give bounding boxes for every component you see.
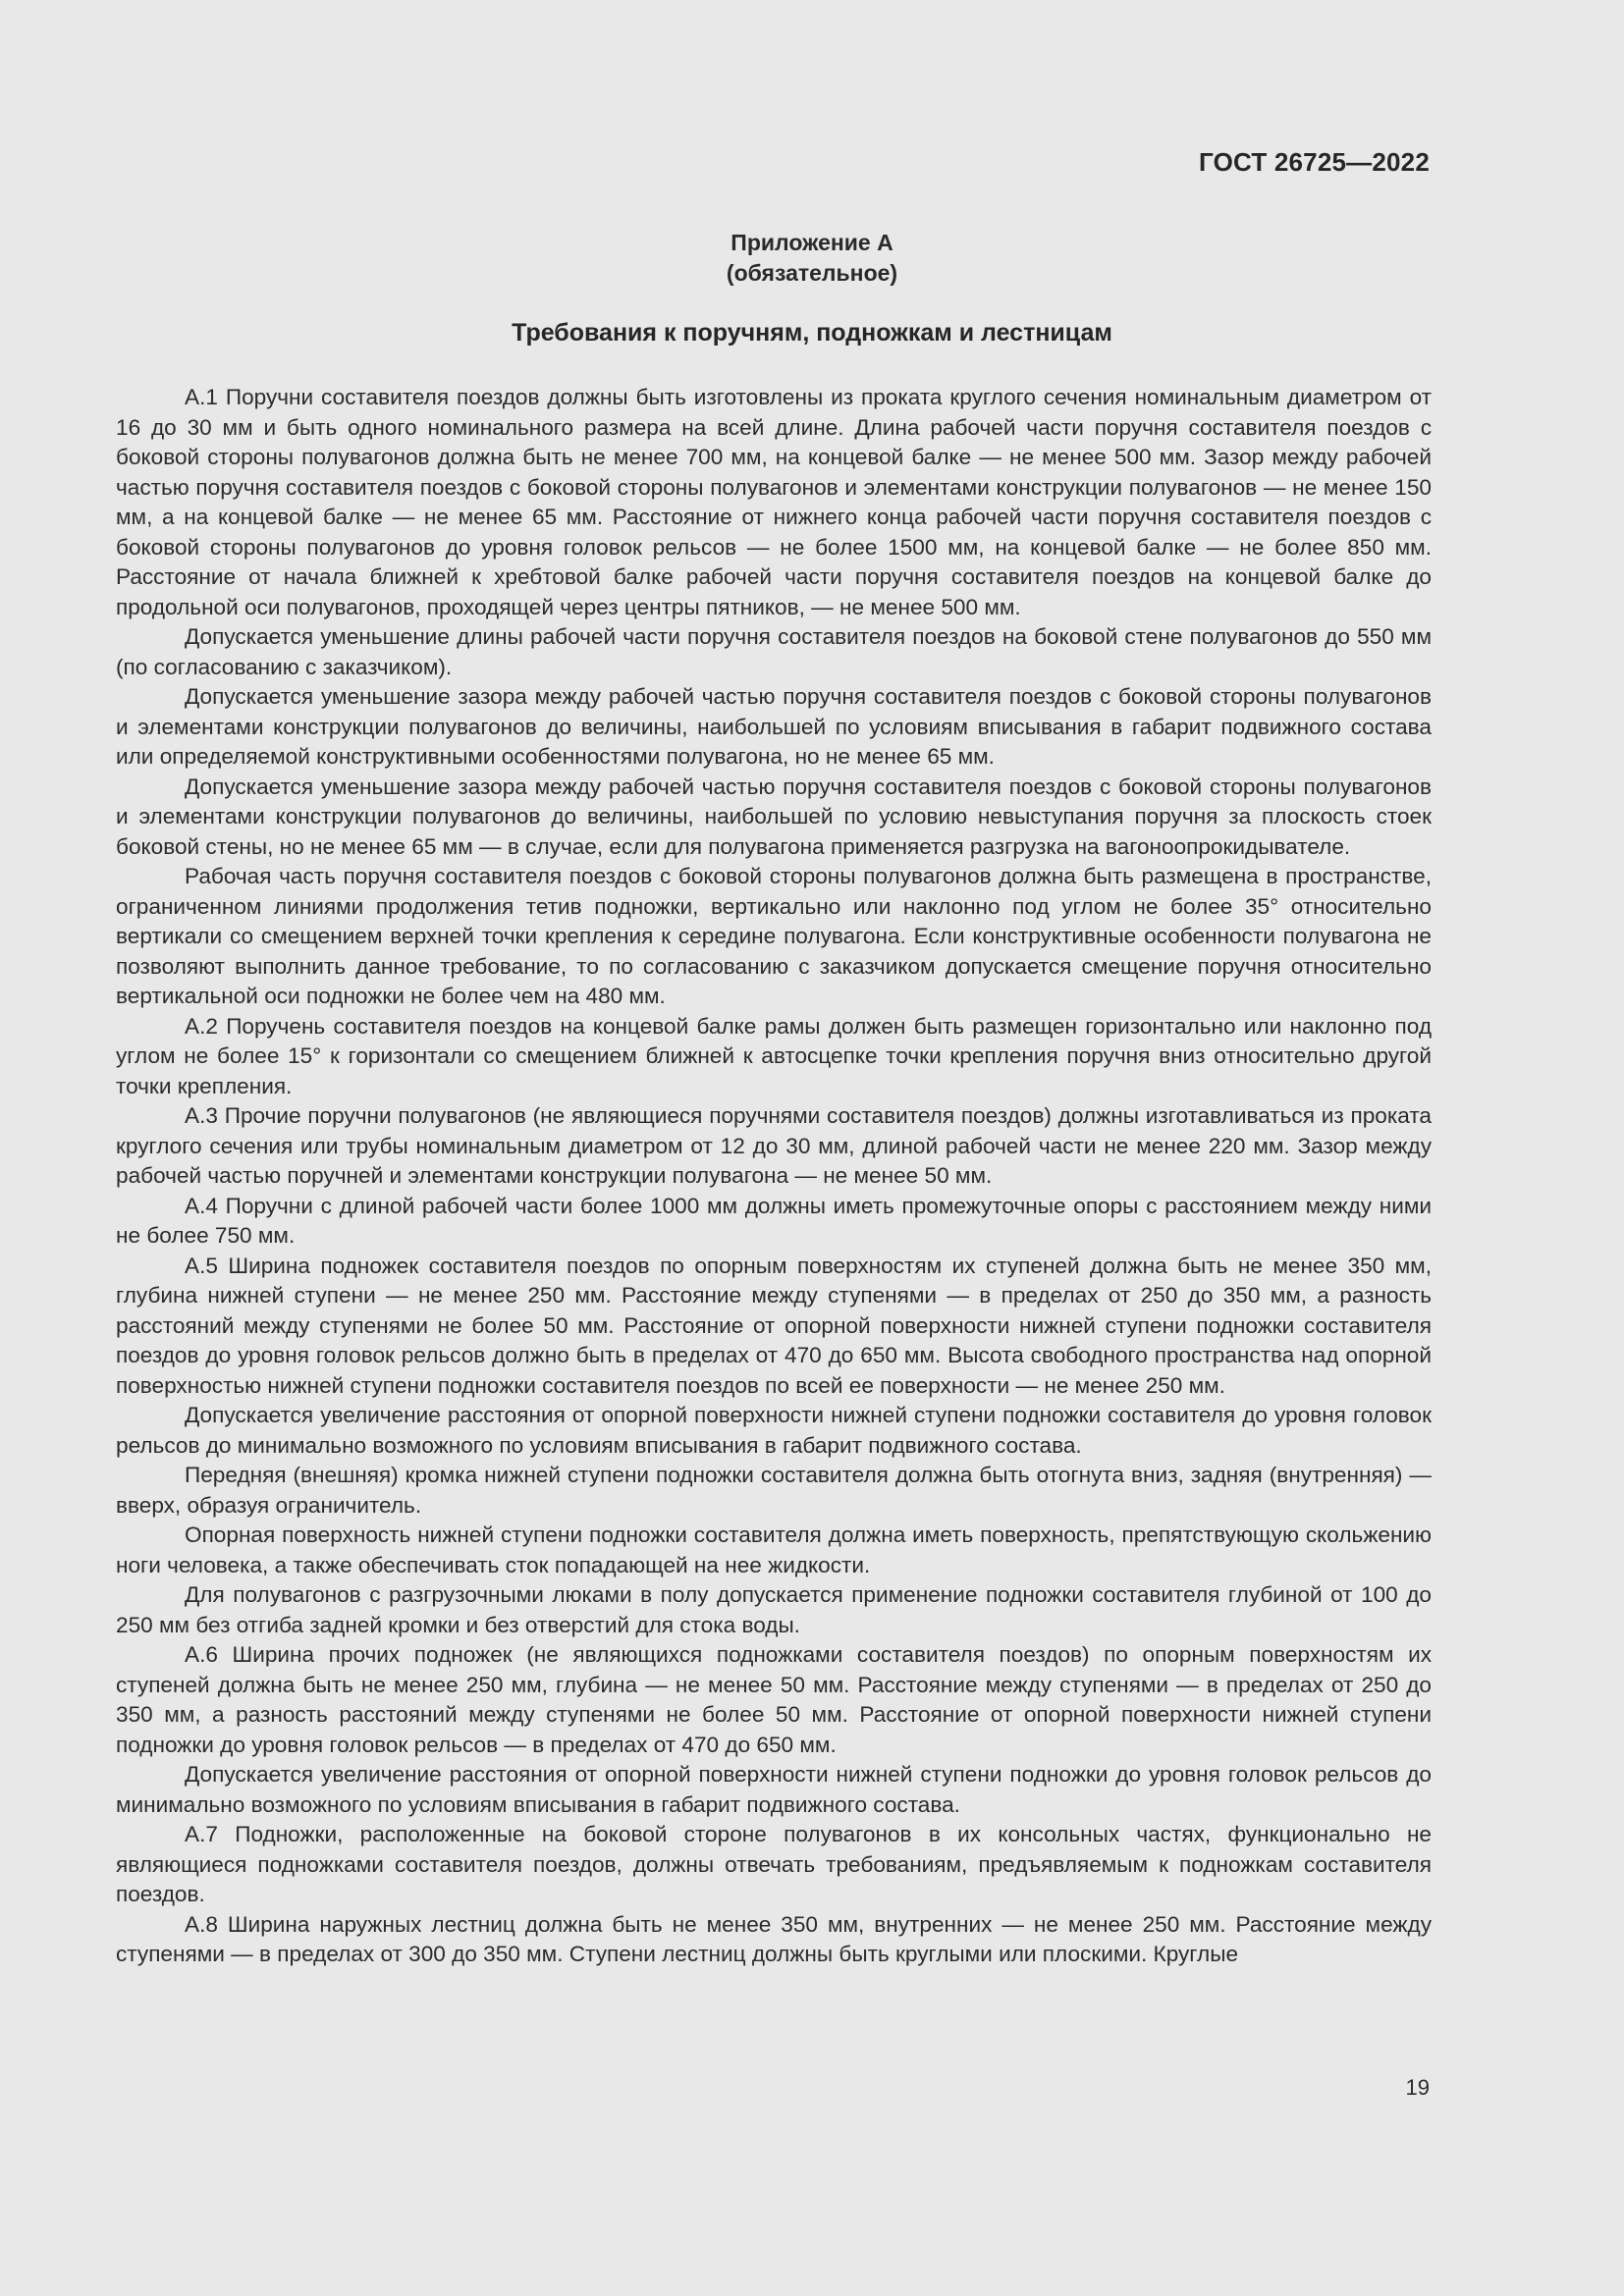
paragraph: Опорная поверхность нижней ступени подножки составителя должна иметь поверхность, препятствующую скольжению ноги человека, а также обеспечивать сток попадающей на нее жидкости.	[116, 1522, 1432, 1577]
page-number: 19	[1405, 2075, 1430, 2100]
paragraph: Допускается уменьшение длины рабочей части поручня составителя поездов на боковой стене полувагонов до 550 мм (по согласованию с заказчиком).	[116, 624, 1432, 679]
annex-heading	[0, 228, 1624, 289]
annex-status: (обязательное)	[726, 260, 898, 286]
paragraph-a6: А.6 Ширина прочих подножек (не являющихся подножками составителя поездов) по опорным поверхностям их ступеней должна быть не менее 250 мм, глубина — не менее 50 мм. Расстояние между ступенями — в пределах от 250 до 350 мм, а разность расстояний между ступенями не более 50 мм. Расстояние от опорной поверхности нижней ступени подножки до уровня головок рельсов — в пределах от 470 до 650 мм.	[116, 1642, 1432, 1757]
paragraph: Допускается увеличение расстояния от опорной поверхности нижней ступени подножки составителя до уровня головок рельсов до минимально возможного по условиям вписывания в габарит подвижного состава.	[116, 1403, 1432, 1458]
annex-title: Приложение А	[731, 230, 893, 255]
paragraph-a7: А.7 Подножки, расположенные на боковой стороне полувагонов в их консольных частях, функционально не являющиеся подножками составителя поездов, должны отвечать требованиям, предъявляемым к подножкам составителя поездов.	[116, 1822, 1432, 1906]
paragraph-a5: А.5 Ширина подножек составителя поездов по опорным поверхностям их ступеней должна быть не менее 350 мм, глубина нижней ступени — не менее 250 мм. Расстояние между ступенями — в пределах от 250 до 350 мм, а разность расстояний между ступенями не более 50 мм. Расстояние от опорной поверхности нижней ступени подножки составителя поездов до уровня головок рельсов должно быть в пределах от 470 до 650 мм. Высота свободного пространства над опорной поверхностью нижней ступени подножки составителя поездов по всей ее поверхности — не менее 250 мм.	[116, 1253, 1432, 1398]
paragraph-a4: А.4 Поручни с длиной рабочей части более 1000 мм должны иметь промежуточные опоры с расстоянием между ними не более 750 мм.	[116, 1193, 1432, 1248]
body-text	[116, 383, 1432, 1970]
section-title: Требования к поручням, подножкам и лестницам	[512, 319, 1112, 347]
paragraph-a2: А.2 Поручень составителя поездов на концевой балке рамы должен быть размещен горизонтально или наклонно под углом не более 15° к горизонтали со смещением ближней к автосцепке точки крепления поручня вниз относительно другой точки крепления.	[116, 1013, 1432, 1098]
document-code: ГОСТ 26725—2022	[1199, 147, 1430, 177]
paragraph: Допускается уменьшение зазора между рабочей частью поручня составителя поездов с боковой стороны полувагонов и элементами конструкции полувагонов до величины, наибольшей по условиям вписывания в габарит подвижного состава или определяемой конструктивными особенностями полувагона, но не менее 65 мм.	[116, 684, 1432, 769]
paragraph: Допускается уменьшение зазора между рабочей частью поручня составителя поездов с боковой стороны полувагонов и элементами конструкции полувагонов до величины, наибольшей по условию невыступания поручня за плоскость стоек боковой стены, но не менее 65 мм — в случае, если для полувагона применяется разгрузка на вагоноопрокидывателе.	[116, 774, 1432, 859]
paragraph: Рабочая часть поручня составителя поездов с боковой стороны полувагонов должна быть размещена в пространстве, ограниченном линиями продолжения тетив подножки, вертикально или наклонно под углом не более 35° относительно вертикали со смещением верхней точки крепления к середине полувагона. Если конструктивные особенности полувагона не позволяют выполнить данное требование, то по согласованию с заказчиком допускается смещение поручня относительно вертикальной оси подножки не более чем на 480 мм.	[116, 864, 1432, 1008]
paragraph: Для полувагонов с разгрузочными люками в полу допускается применение подножки составителя глубиной от 100 до 250 мм без отгиба задней кромки и без отверстий для стока воды.	[116, 1582, 1432, 1637]
paragraph: Допускается увеличение расстояния от опорной поверхности нижней ступени подножки до уровня головок рельсов до минимально возможного по условиям вписывания в габарит подвижного состава.	[116, 1762, 1432, 1817]
paragraph-a3: А.3 Прочие поручни полувагонов (не являющиеся поручнями составителя поездов) должны изготавливаться из проката круглого сечения или трубы номинальным диаметром от 12 до 30 мм, длиной рабочей части не менее 220 мм. Зазор между рабочей частью поручней и элементами конструкции полувагона — не менее 50 мм.	[116, 1103, 1432, 1188]
paragraph-a1: А.1 Поручни составителя поездов должны быть изготовлены из проката круглого сечения номинальным диаметром от 16 до 30 мм и быть одного номинального размера на всей длине. Длина рабочей части поручня составителя поездов с боковой стороны полувагонов должна быть не менее 700 мм, на концевой балке — не менее 500 мм. Зазор между рабочей частью поручня составителя поездов с боковой стороны полувагонов и элементами конструкции полувагонов — не менее 150 мм, а на концевой балке — не менее 65 мм. Расстояние от нижнего конца рабочей части поручня составителя поездов с боковой стороны полувагонов до уровня головок рельсов — не более 1500 мм, на концевой балке — не более 850 мм. Расстояние от начала ближней к хребтовой балке рабочей части поручня составителя поездов на концевой балке до продольной оси полувагонов, проходящей через центры пятников, — не менее 500 мм.	[116, 385, 1432, 619]
paragraph-a8: А.8 Ширина наружных лестниц должна быть не менее 350 мм, внутренних — не менее 250 мм. Расстояние между ступенями — в пределах от 300 до 350 мм. Ступени лестниц должны быть круглыми или плоскими. Круглые	[116, 1911, 1432, 1966]
paragraph: Передняя (внешняя) кромка нижней ступени подножки составителя должна быть отогнута вниз, задняя (внутренняя) — вверх, образуя ограничитель.	[116, 1463, 1432, 1518]
